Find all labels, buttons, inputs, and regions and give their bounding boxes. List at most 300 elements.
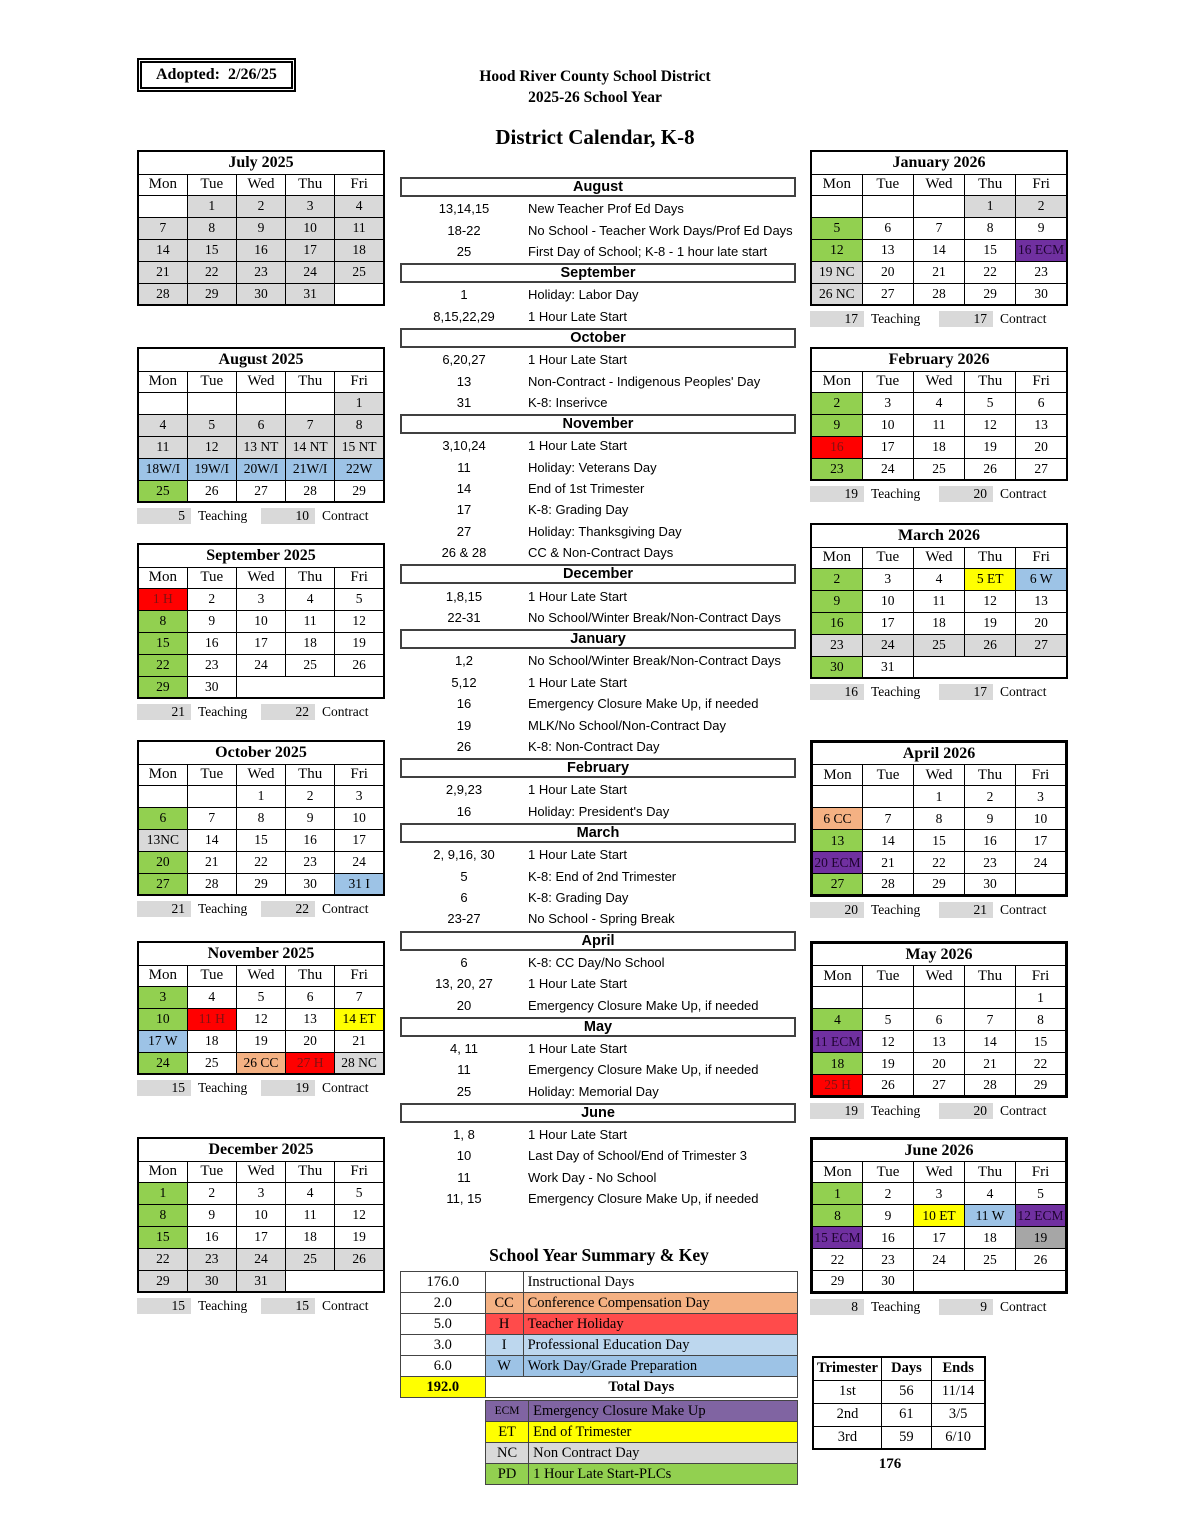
event-dates: 6,20,27 xyxy=(442,352,486,368)
calendar-week-row xyxy=(138,1226,384,1248)
calendar-day-cell: 25 xyxy=(286,654,335,676)
calendar-day-cell: 29 xyxy=(138,1270,187,1292)
day-header: Thu xyxy=(965,547,1016,568)
calendar-day-cell: 30 xyxy=(811,656,862,678)
calendar-day-cell: 23 xyxy=(187,654,236,676)
trimester-cell: 2nd xyxy=(813,1403,881,1426)
calendar-day-cell: 2 xyxy=(965,786,1016,808)
calendar-day-cell: 29 xyxy=(812,1271,863,1293)
calendar-day-cell: 1 xyxy=(236,785,285,807)
calendar-day-cell: 9 xyxy=(187,1204,236,1226)
contract-count xyxy=(939,309,1068,328)
contract-count-value: 9 xyxy=(939,1299,993,1315)
day-header: Fri xyxy=(1016,371,1067,392)
teaching-count xyxy=(137,702,261,721)
calendar-week-row xyxy=(812,786,1067,808)
calendar-day-cell: 12 xyxy=(187,436,236,458)
calendar-day-cell: 11 W xyxy=(965,1205,1016,1227)
teaching-count-value: 17 xyxy=(810,311,864,327)
summary-row xyxy=(401,1272,798,1293)
calendar-day-cell: 3 xyxy=(1016,786,1067,808)
calendar-day-cell: 23 xyxy=(1016,261,1067,283)
event-row xyxy=(400,457,796,478)
calendar-day-cell: 23 xyxy=(286,851,335,873)
event-dates: 1,2 xyxy=(454,653,474,669)
calendar-week-row xyxy=(138,785,384,807)
calendar-grid-october-2025 xyxy=(137,740,385,896)
calendar-week-row xyxy=(812,1053,1067,1075)
contract-count-label: Contract xyxy=(1000,1102,1047,1118)
day-header: Mon xyxy=(811,547,862,568)
calendar-day-cell: 15 xyxy=(965,239,1016,261)
event-description: Emergency Closure Make Up, if needed xyxy=(528,997,759,1013)
summary-table xyxy=(400,1271,798,1398)
trimester-cell: 3rd xyxy=(813,1426,881,1449)
calendar-day-cell: 30 xyxy=(965,874,1016,896)
trimester-row xyxy=(813,1380,985,1403)
calendar-day-cell xyxy=(236,392,285,414)
trimester-cell: 3/5 xyxy=(931,1403,985,1426)
day-header: Tue xyxy=(187,174,236,195)
calendar-day-cell: 28 xyxy=(965,1075,1016,1097)
calendar-day-cell: 8 xyxy=(187,217,236,239)
event-row xyxy=(400,306,796,327)
calendar-day-cell: 24 xyxy=(286,261,335,283)
calendar-title-row xyxy=(812,943,1067,966)
calendar-day-cell: 26 xyxy=(1016,1249,1067,1271)
calendar-day-cell: 3 xyxy=(862,568,913,590)
contract-count-value: 19 xyxy=(261,1080,315,1096)
calendar-day-cell: 22 xyxy=(914,852,965,874)
calendar-day-cell: 18 xyxy=(187,1030,236,1052)
calendar-day-cell: 1 xyxy=(965,195,1016,217)
legend-key-table xyxy=(485,1400,798,1485)
calendar-grid-december-2025 xyxy=(137,1137,385,1293)
calendar-day-cell: 4 xyxy=(138,414,187,436)
calendar-day-cell: 27 xyxy=(812,874,863,896)
calendar-day-cell: 17 xyxy=(914,1227,965,1249)
calendar-grid-may-2026 xyxy=(810,941,1068,1098)
calendar-day-cell: 19W/I xyxy=(187,458,236,480)
summary-label: Conference Compensation Day xyxy=(523,1293,797,1314)
teaching-count-label: Teaching xyxy=(198,1079,248,1095)
month-calendar-december-2025 xyxy=(137,1137,385,1315)
event-row xyxy=(400,714,796,735)
event-dates: 1,8,15 xyxy=(445,588,483,604)
summary-value: 3.0 xyxy=(401,1335,486,1356)
calendar-day-cell: 8 xyxy=(1016,1009,1067,1031)
event-row xyxy=(400,1188,796,1209)
event-dates: 13, 20, 27 xyxy=(435,976,493,992)
calendar-day-cell: 11 xyxy=(913,414,964,436)
trimester-header-row xyxy=(813,1357,985,1380)
calendar-day-cell: 11 xyxy=(286,1204,335,1226)
teaching-count-value: 19 xyxy=(810,1103,864,1119)
teaching-count-value: 15 xyxy=(137,1080,191,1096)
calendar-day-cell: 16 xyxy=(187,632,236,654)
calendar-title-row xyxy=(138,151,384,174)
day-header: Tue xyxy=(187,965,236,986)
calendar-footer-august-2025 xyxy=(137,506,385,525)
event-description: Last Day of School/End of Trimester 3 xyxy=(528,1148,747,1164)
calendar-grid-april-2026 xyxy=(810,740,1068,897)
calendar-day-cell: 23 xyxy=(187,1248,236,1270)
calendar-title-row xyxy=(811,151,1067,174)
key-label: Emergency Closure Make Up xyxy=(529,1401,798,1422)
calendar-title: July 2025 xyxy=(138,151,384,174)
calendar-day-cell xyxy=(913,195,964,217)
calendar-week-row xyxy=(138,588,384,610)
key-code: ET xyxy=(486,1422,529,1443)
contract-count xyxy=(261,506,385,525)
day-of-week-row xyxy=(811,174,1067,195)
day-of-week-row xyxy=(138,764,384,785)
event-description: 1 Hour Late Start xyxy=(528,674,627,690)
teaching-count-label: Teaching xyxy=(198,1297,248,1313)
calendar-day-cell: 21 xyxy=(335,1030,384,1052)
calendar-day-cell: 27 xyxy=(914,1075,965,1097)
calendar-week-row xyxy=(138,392,384,414)
event-dates: 31 xyxy=(456,394,472,410)
calendar-day-cell: 18 xyxy=(286,1226,335,1248)
event-row xyxy=(400,370,796,391)
month-calendar-june-2026 xyxy=(810,1137,1068,1316)
teaching-count-value: 19 xyxy=(810,486,864,502)
calendar-title-row xyxy=(811,524,1067,547)
calendar-day-cell: 14 xyxy=(913,239,964,261)
calendar-day-cell: 16 xyxy=(863,1227,914,1249)
calendar-footer-april-2026 xyxy=(810,900,1068,919)
day-header: Fri xyxy=(335,764,384,785)
day-of-week-row xyxy=(812,966,1067,987)
calendar-week-row xyxy=(812,987,1067,1009)
calendar-week-row xyxy=(811,590,1067,612)
calendar-day-cell: 21 xyxy=(138,261,187,283)
calendar-day-cell: 5 xyxy=(965,392,1016,414)
calendar-week-row xyxy=(811,414,1067,436)
day-header: Mon xyxy=(138,567,187,588)
calendar-title-row xyxy=(811,348,1067,371)
calendar-day-cell: 28 NC xyxy=(335,1052,384,1074)
calendar-day-cell: 25 xyxy=(286,1248,335,1270)
teaching-count xyxy=(810,900,939,919)
summary-label: Teacher Holiday xyxy=(523,1314,797,1335)
calendar-day-cell: 16 xyxy=(187,1226,236,1248)
event-row xyxy=(400,542,796,563)
key-row-nc xyxy=(486,1443,798,1464)
event-description: K-8: Inserivce xyxy=(528,394,608,410)
contract-count-value: 20 xyxy=(939,486,993,502)
calendar-title: September 2025 xyxy=(138,544,384,567)
calendar-day-cell: 13 NT xyxy=(236,436,285,458)
calendar-day-cell: 30 xyxy=(236,283,285,305)
day-of-week-row xyxy=(138,1161,384,1182)
calendar-day-cell: 6 xyxy=(286,986,335,1008)
calendar-footer-september-2025 xyxy=(137,702,385,721)
key-code: NC xyxy=(486,1443,529,1464)
contract-count xyxy=(261,1078,385,1097)
summary-value: 5.0 xyxy=(401,1314,486,1335)
event-dates: 11 xyxy=(457,459,471,475)
trimester-row xyxy=(813,1426,985,1449)
key-row-pd xyxy=(486,1464,798,1485)
page-title: District Calendar, K-8 xyxy=(495,125,695,149)
day-header: Wed xyxy=(913,371,964,392)
event-dates: 11, 15 xyxy=(446,1191,482,1207)
calendar-title: January 2026 xyxy=(811,151,1067,174)
calendar-day-cell: 8 xyxy=(138,1204,187,1226)
calendar-title-row xyxy=(138,348,384,371)
event-dates: 22-31 xyxy=(447,610,481,626)
summary-label: Professional Education Day xyxy=(523,1335,797,1356)
calendar-day-cell: 30 xyxy=(863,1271,914,1293)
summary-title: School Year Summary & Key xyxy=(489,1245,709,1265)
teaching-count xyxy=(810,1101,939,1120)
calendar-week-row xyxy=(138,610,384,632)
teaching-count-value: 16 xyxy=(810,684,864,700)
calendar-day-cell: 22 xyxy=(812,1249,863,1271)
calendar-footer-march-2026 xyxy=(810,682,1068,701)
calendar-day-cell: 27 xyxy=(236,480,285,502)
teaching-count xyxy=(137,899,261,918)
calendar-day-cell: 7 xyxy=(965,1009,1016,1031)
calendar-day-cell: 13 xyxy=(286,1008,335,1030)
day-header: Tue xyxy=(862,547,913,568)
teaching-count-value: 8 xyxy=(810,1299,864,1315)
contract-count xyxy=(939,682,1068,701)
event-description: End of 1st Trimester xyxy=(528,481,645,497)
calendar-day-cell: 7 xyxy=(286,414,335,436)
event-description: First Day of School; K-8 - 1 hour late start xyxy=(528,243,768,259)
teaching-count xyxy=(137,1296,261,1315)
calendar-day-cell: 2 xyxy=(811,568,862,590)
day-of-week-row xyxy=(812,1162,1067,1183)
calendar-day-cell: 1 xyxy=(812,1183,863,1205)
calendar-day-cell: 12 xyxy=(335,610,384,632)
event-dates: 18-22 xyxy=(447,222,481,238)
calendar-day-cell: 19 xyxy=(335,1226,384,1248)
event-row xyxy=(400,392,796,413)
calendar-day-cell: 4 xyxy=(913,392,964,414)
calendar-day-cell: 19 xyxy=(236,1030,285,1052)
summary-code: I xyxy=(485,1335,523,1356)
trimester-cell: 6/10 xyxy=(931,1426,985,1449)
calendar-day-cell: 24 xyxy=(138,1052,187,1074)
district-name: Hood River County School District xyxy=(479,68,711,85)
calendar-day-cell: 16 xyxy=(236,239,285,261)
calendar-week-row xyxy=(138,480,384,502)
calendar-day-cell: 12 xyxy=(863,1031,914,1053)
calendar-day-cell: 29 xyxy=(965,283,1016,305)
summary-code: H xyxy=(485,1314,523,1335)
teaching-count-label: Teaching xyxy=(871,901,921,917)
contract-count-value: 17 xyxy=(939,684,993,700)
calendar-day-cell: 27 H xyxy=(286,1052,335,1074)
calendar-title-row xyxy=(138,942,384,965)
trimester-panel xyxy=(812,1356,986,1473)
calendar-day-cell: 15 NT xyxy=(335,436,384,458)
calendar-day-cell: 25 xyxy=(965,1249,1016,1271)
day-header: Wed xyxy=(236,371,285,392)
calendar-day-cell: 26 CC xyxy=(236,1052,285,1074)
events-month-header-february: February xyxy=(400,758,796,778)
calendar-day-cell: 27 xyxy=(1016,458,1067,480)
calendar-day-cell: 11 xyxy=(138,436,187,458)
calendar-day-cell: 29 xyxy=(236,873,285,895)
event-row xyxy=(400,521,796,542)
calendar-day-cell: 6 xyxy=(1016,392,1067,414)
calendar-day-cell: 10 xyxy=(335,807,384,829)
calendar-day-cell: 23 xyxy=(965,852,1016,874)
calendar-day-cell: 15 ECM xyxy=(812,1227,863,1249)
calendar-day-cell: 16 xyxy=(286,829,335,851)
calendar-day-cell: 14 xyxy=(138,239,187,261)
event-description: 1 Hour Late Start xyxy=(528,438,627,454)
month-calendar-november-2025 xyxy=(137,941,385,1097)
month-calendar-february-2026 xyxy=(810,347,1068,503)
calendar-day-cell: 8 xyxy=(914,808,965,830)
calendar-day-cell: 24 xyxy=(236,1248,285,1270)
calendar-week-row xyxy=(812,830,1067,852)
calendar-day-cell: 26 xyxy=(335,654,384,676)
calendar-day-cell: 15 xyxy=(138,1226,187,1248)
calendar-week-row xyxy=(138,1248,384,1270)
day-of-week-row xyxy=(138,567,384,588)
calendar-day-cell: 28 xyxy=(187,873,236,895)
event-row xyxy=(400,1038,796,1059)
event-dates: 1, 8 xyxy=(453,1127,475,1143)
event-description: MLK/No School/Non-Contract Day xyxy=(528,717,726,733)
event-dates: 1 xyxy=(460,287,468,303)
calendar-day-cell: 19 xyxy=(1016,1227,1067,1249)
event-row xyxy=(400,1081,796,1102)
calendar-day-cell xyxy=(811,195,862,217)
summary-row xyxy=(401,1293,798,1314)
calendar-day-cell: 10 xyxy=(862,590,913,612)
calendar-day-cell: 3 xyxy=(138,986,187,1008)
calendar-day-cell: 14 xyxy=(187,829,236,851)
calendar-day-cell: 9 xyxy=(1016,217,1067,239)
calendar-day-cell: 12 xyxy=(236,1008,285,1030)
calendar-week-row xyxy=(812,852,1067,874)
day-header: Wed xyxy=(913,174,964,195)
event-dates: 6 xyxy=(460,954,468,970)
event-row xyxy=(400,499,796,520)
calendar-week-row xyxy=(811,436,1067,458)
calendar-day-cell: 21 xyxy=(863,852,914,874)
trimester-cell: 11/14 xyxy=(931,1380,985,1403)
event-row xyxy=(400,349,796,370)
contract-count-label: Contract xyxy=(1000,1298,1047,1314)
day-header: Thu xyxy=(286,1161,335,1182)
calendar-day-cell: 31 xyxy=(862,656,913,678)
teaching-count-label: Teaching xyxy=(198,507,248,523)
trimester-grid xyxy=(812,1356,986,1450)
calendar-day-cell: 20 xyxy=(862,261,913,283)
event-row xyxy=(400,219,796,240)
teaching-count-value: 5 xyxy=(137,508,191,524)
calendar-footer-november-2025 xyxy=(137,1078,385,1097)
calendar-grid-november-2025 xyxy=(137,941,385,1075)
day-header: Thu xyxy=(286,965,335,986)
calendar-day-cell xyxy=(863,987,914,1009)
event-description: K-8: End of 2nd Trimester xyxy=(528,868,677,884)
event-row xyxy=(400,1145,796,1166)
day-header: Mon xyxy=(812,765,863,786)
calendar-day-cell xyxy=(138,195,187,217)
calendar-day-cell: 26 xyxy=(335,1248,384,1270)
event-dates: 5,12 xyxy=(451,674,477,690)
day-header: Fri xyxy=(1016,1162,1067,1183)
event-row xyxy=(400,801,796,822)
calendar-day-cell: 30 xyxy=(187,1270,236,1292)
day-header: Tue xyxy=(187,1161,236,1182)
contract-count-label: Contract xyxy=(1000,485,1047,501)
calendar-day-cell: 19 xyxy=(863,1053,914,1075)
trimester-header-days: Days xyxy=(881,1357,931,1380)
calendar-day-cell: 20 xyxy=(914,1053,965,1075)
calendar-day-cell: 5 xyxy=(187,414,236,436)
contract-count-label: Contract xyxy=(322,703,369,719)
calendar-grid-september-2025 xyxy=(137,543,385,699)
contract-count xyxy=(261,702,385,721)
calendar-day-cell: 7 xyxy=(335,986,384,1008)
calendar-week-row xyxy=(138,283,384,305)
calendar-day-cell: 9 xyxy=(236,217,285,239)
event-description: Work Day - No School xyxy=(528,1169,657,1185)
contract-count xyxy=(261,1296,385,1315)
day-of-week-row xyxy=(811,547,1067,568)
calendar-week-row xyxy=(138,1204,384,1226)
calendar-week-row xyxy=(138,676,384,698)
calendar-title: December 2025 xyxy=(138,1138,384,1161)
calendar-week-row xyxy=(138,986,384,1008)
day-header: Thu xyxy=(965,371,1016,392)
contract-count-label: Contract xyxy=(1000,683,1047,699)
event-description: K-8: Non-Contract Day xyxy=(528,739,660,754)
calendar-day-cell: 9 xyxy=(863,1205,914,1227)
event-description: 1 Hour Late Start xyxy=(528,1040,627,1056)
contract-count-value: 22 xyxy=(261,901,315,917)
calendar-week-row xyxy=(812,1009,1067,1031)
event-description: No School - Spring Break xyxy=(528,911,675,927)
day-header: Tue xyxy=(862,371,913,392)
calendar-day-cell: 29 xyxy=(1016,1075,1067,1097)
calendar-day-cell: 9 xyxy=(187,610,236,632)
calendar-day-cell: 27 xyxy=(862,283,913,305)
calendar-day-cell: 1 xyxy=(187,195,236,217)
day-header: Fri xyxy=(335,567,384,588)
day-header: Fri xyxy=(1016,547,1067,568)
calendar-day-cell: 4 xyxy=(913,568,964,590)
event-row xyxy=(400,973,796,994)
contract-count xyxy=(261,899,385,918)
event-row xyxy=(400,693,796,714)
event-dates: 23-27 xyxy=(447,911,481,927)
day-of-week-row xyxy=(811,371,1067,392)
day-header: Thu xyxy=(965,765,1016,786)
trimester-header-trimester: Trimester xyxy=(813,1357,881,1380)
events-month-header-august: August xyxy=(400,177,796,197)
calendar-day-cell: 22 xyxy=(138,654,187,676)
events-month-header-september: September xyxy=(400,263,796,283)
event-row xyxy=(400,1167,796,1188)
calendar-day-cell xyxy=(138,392,187,414)
month-calendar-october-2025 xyxy=(137,740,385,918)
calendar-day-cell: 1 H xyxy=(138,588,187,610)
day-of-week-row xyxy=(138,174,384,195)
calendar-day-cell: 24 xyxy=(862,458,913,480)
